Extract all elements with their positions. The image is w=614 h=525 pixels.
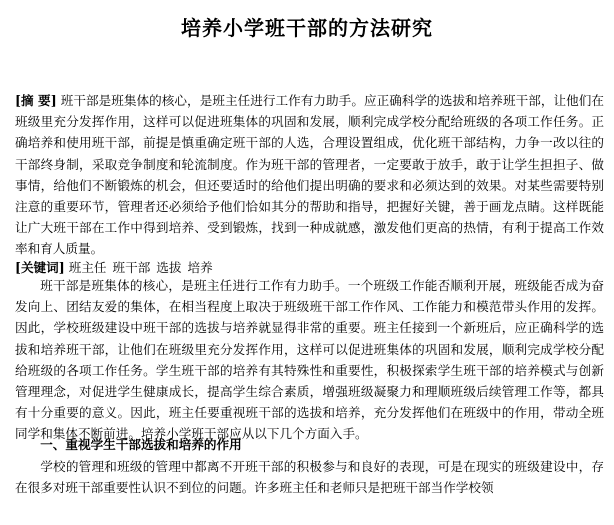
abstract-label: [摘 要] xyxy=(15,93,57,108)
keyword-item: 选拔 xyxy=(156,260,182,275)
keyword-item: 培养 xyxy=(187,260,213,275)
abstract-text: 班干部是班集体的核心，是班主任进行工作有力助手。应正确科学的选拔和培养班干部，让他们在班级里充分发挥作用，这样可以促进班集体的巩固和发展，顺利完成学校分配给班级的各项工作任务。正确培养和使用班干部，前提是慎重确定班干部的人选，合理设置组成，优化班干部结构，力争一改以往的干部终身制，采取竞争制度和轮流制度。作为班干部的管理者，一定要敢于放手，敢于让学生担担子、做事情，给他们不断锻炼的机会，但还要适时的给他们提出明确的要求和必须达到的效果。对某些需要特别注意的重要环节，管理者还必须给予他们恰如其分的帮助和指导，把握好关键，善于画龙点睛。这样既能让广大班干部在工作中得到培养、受到锻炼，找到一种成就感，激发他们更高的热情，有利于提高工作效率和育人质量。 xyxy=(15,93,604,257)
keywords-label: [关键词] xyxy=(15,260,65,275)
body-paragraph-section1: 学校的管理和班级的管理中都离不开班干部的积极参与和良好的表现，可是在现实的班级建设中，存在很多对班干部重要性认识不到位的问题。许多班主任和老师只是把班干部当作学校领 xyxy=(15,459,604,496)
abstract-paragraph xyxy=(15,90,604,260)
document-title: 培养小学班干部的方法研究 xyxy=(181,16,433,40)
keyword-item: 班主任 xyxy=(68,260,107,275)
section-heading: 一、重视学生干部选拔和培养的作用 xyxy=(40,437,242,452)
keyword-item: 班干部 xyxy=(112,260,151,275)
body-paragraph-intro: 班干部是班集体的核心，是班主任进行工作有力助手。一个班级工作能否顺利开展，班级能否成为奋发向上、团结友爱的集体，在相当程度上取决于班级班干部工作作风、工作能力和模范带头作用的发挥。因此，学校班级建设中班干部的选拔与培养就显得非常的重要。班主任接到一个新班后，应正确科学的选拔和培养班干部，让他们在班级里充分发挥作用，这样可以促进班集体的巩固和发展，顺利完成学校分配给班级的各项工作任务。学生班干部的培养有其特殊性和重要性，积极探索学生班干部的培养模式与创新管理理念，对促进学生健康成长，提高学生综合素质，增强班级凝聚力和理顺班级后续管理工作等，都具有十分重要的意义。因此，班主任要重视班干部的选拔和培养，充分发挥他们在班级中的作用，带动全班同学和集体不断前进。培养小学班干部应从以下几个方面入手。 xyxy=(15,278,604,442)
